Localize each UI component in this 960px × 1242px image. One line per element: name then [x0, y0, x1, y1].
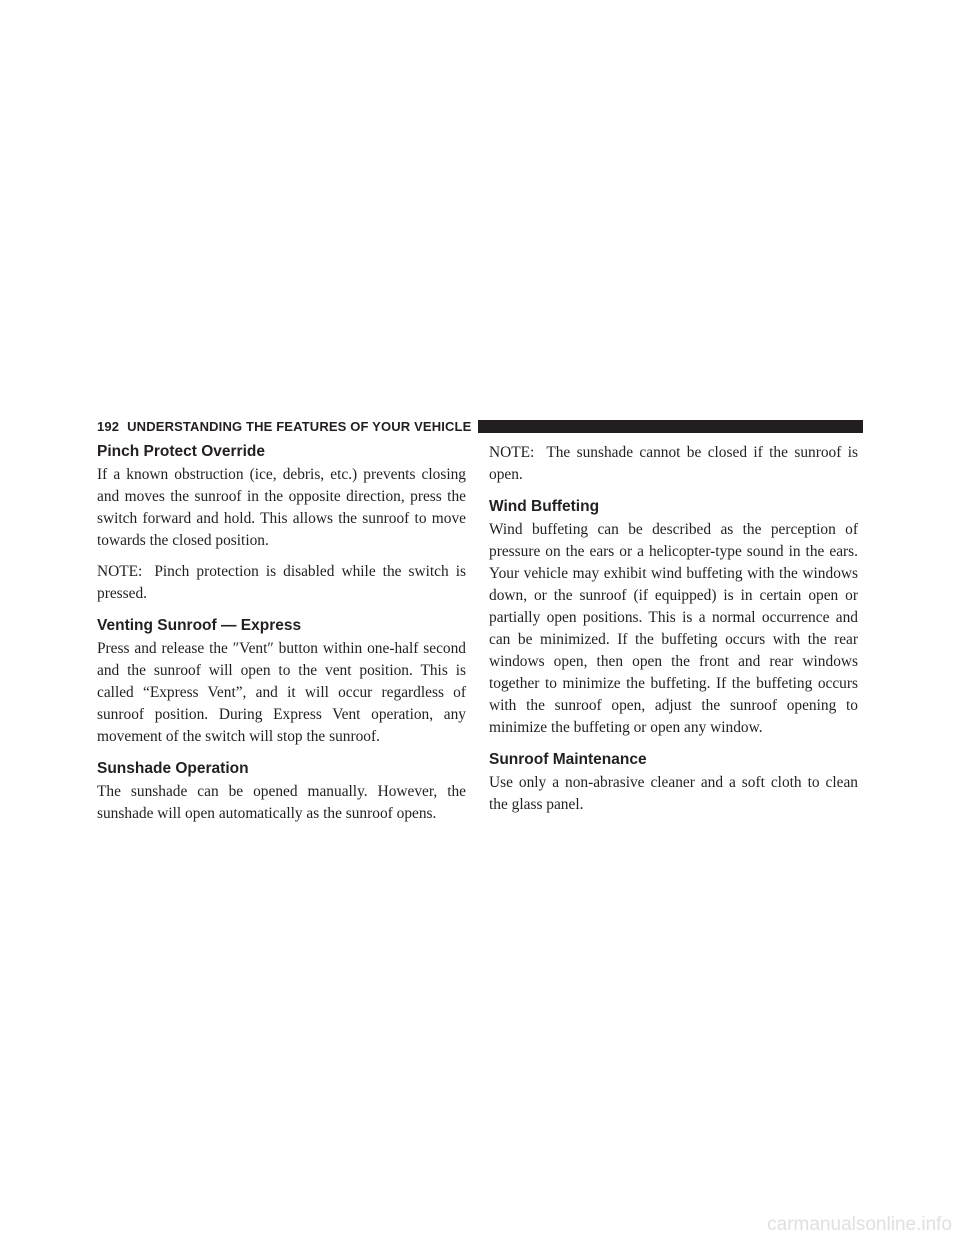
pinch-protect-heading: Pinch Protect Override [97, 443, 265, 460]
pinch-protect-note [97, 561, 466, 605]
sunshade-operation-heading: Sunshade Operation [97, 760, 249, 777]
note-label: NOTE: [97, 563, 143, 580]
sunshade-operation-body: The sunshade can be opened manually. However, the sunshade will open automatically as the sunroof opens. [97, 783, 466, 822]
note-label: NOTE: [489, 444, 535, 461]
venting-sunroof-body: Press and release the ″Vent″ button within one-half second and the sunroof will open to the vent position. This is called “Express Vent”, and it will occur regardless of sunroof position. During Express Vent operation, any movement of the switch will stop the sunroof. [97, 640, 466, 745]
page-number: 192 [97, 419, 120, 434]
right-column [489, 442, 858, 816]
sunshade-note [489, 442, 858, 486]
sunroof-maintenance-heading: Sunroof Maintenance [489, 751, 647, 768]
note-text: Pinch protection is disabled while the switch is pressed. [97, 563, 466, 602]
wind-buffeting-body: Wind buffeting can be described as the perception of pressure on the ears or a helicopter-type sound in the ears. Your vehicle may exhibit wind buffeting with the windows down, or the sunroof (if equipped) is in certain open or partially open positions. This is a normal occurrence and can be minimized. If the buffeting occurs with the rear windows open, then open the front and rear windows together to minimize the buffeting. If the buffeting occurs with the sunroof open, adjust the sunroof opening to minimize the buffeting or open any window. [489, 521, 858, 736]
sunroof-maintenance-body: Use only a non-abrasive cleaner and a soft cloth to clean the glass panel. [489, 774, 858, 813]
venting-sunroof-heading: Venting Sunroof — Express [97, 617, 302, 634]
header-text [97, 418, 471, 435]
watermark: carmanualsonline.info [767, 1214, 952, 1235]
page-header [97, 418, 863, 435]
header-rule [478, 420, 863, 433]
note-text: The sunshade cannot be closed if the sunroof is open. [489, 444, 858, 483]
pinch-protect-body: If a known obstruction (ice, debris, etc.) prevents closing and moves the sunroof in the opposite direction, press the switch forward and hold. This allows the sunroof to move towards the closed position. [97, 466, 466, 549]
wind-buffeting-heading: Wind Buffeting [489, 498, 600, 515]
section-title: UNDERSTANDING THE FEATURES OF YOUR VEHICLE [127, 419, 472, 434]
left-column [97, 442, 466, 825]
